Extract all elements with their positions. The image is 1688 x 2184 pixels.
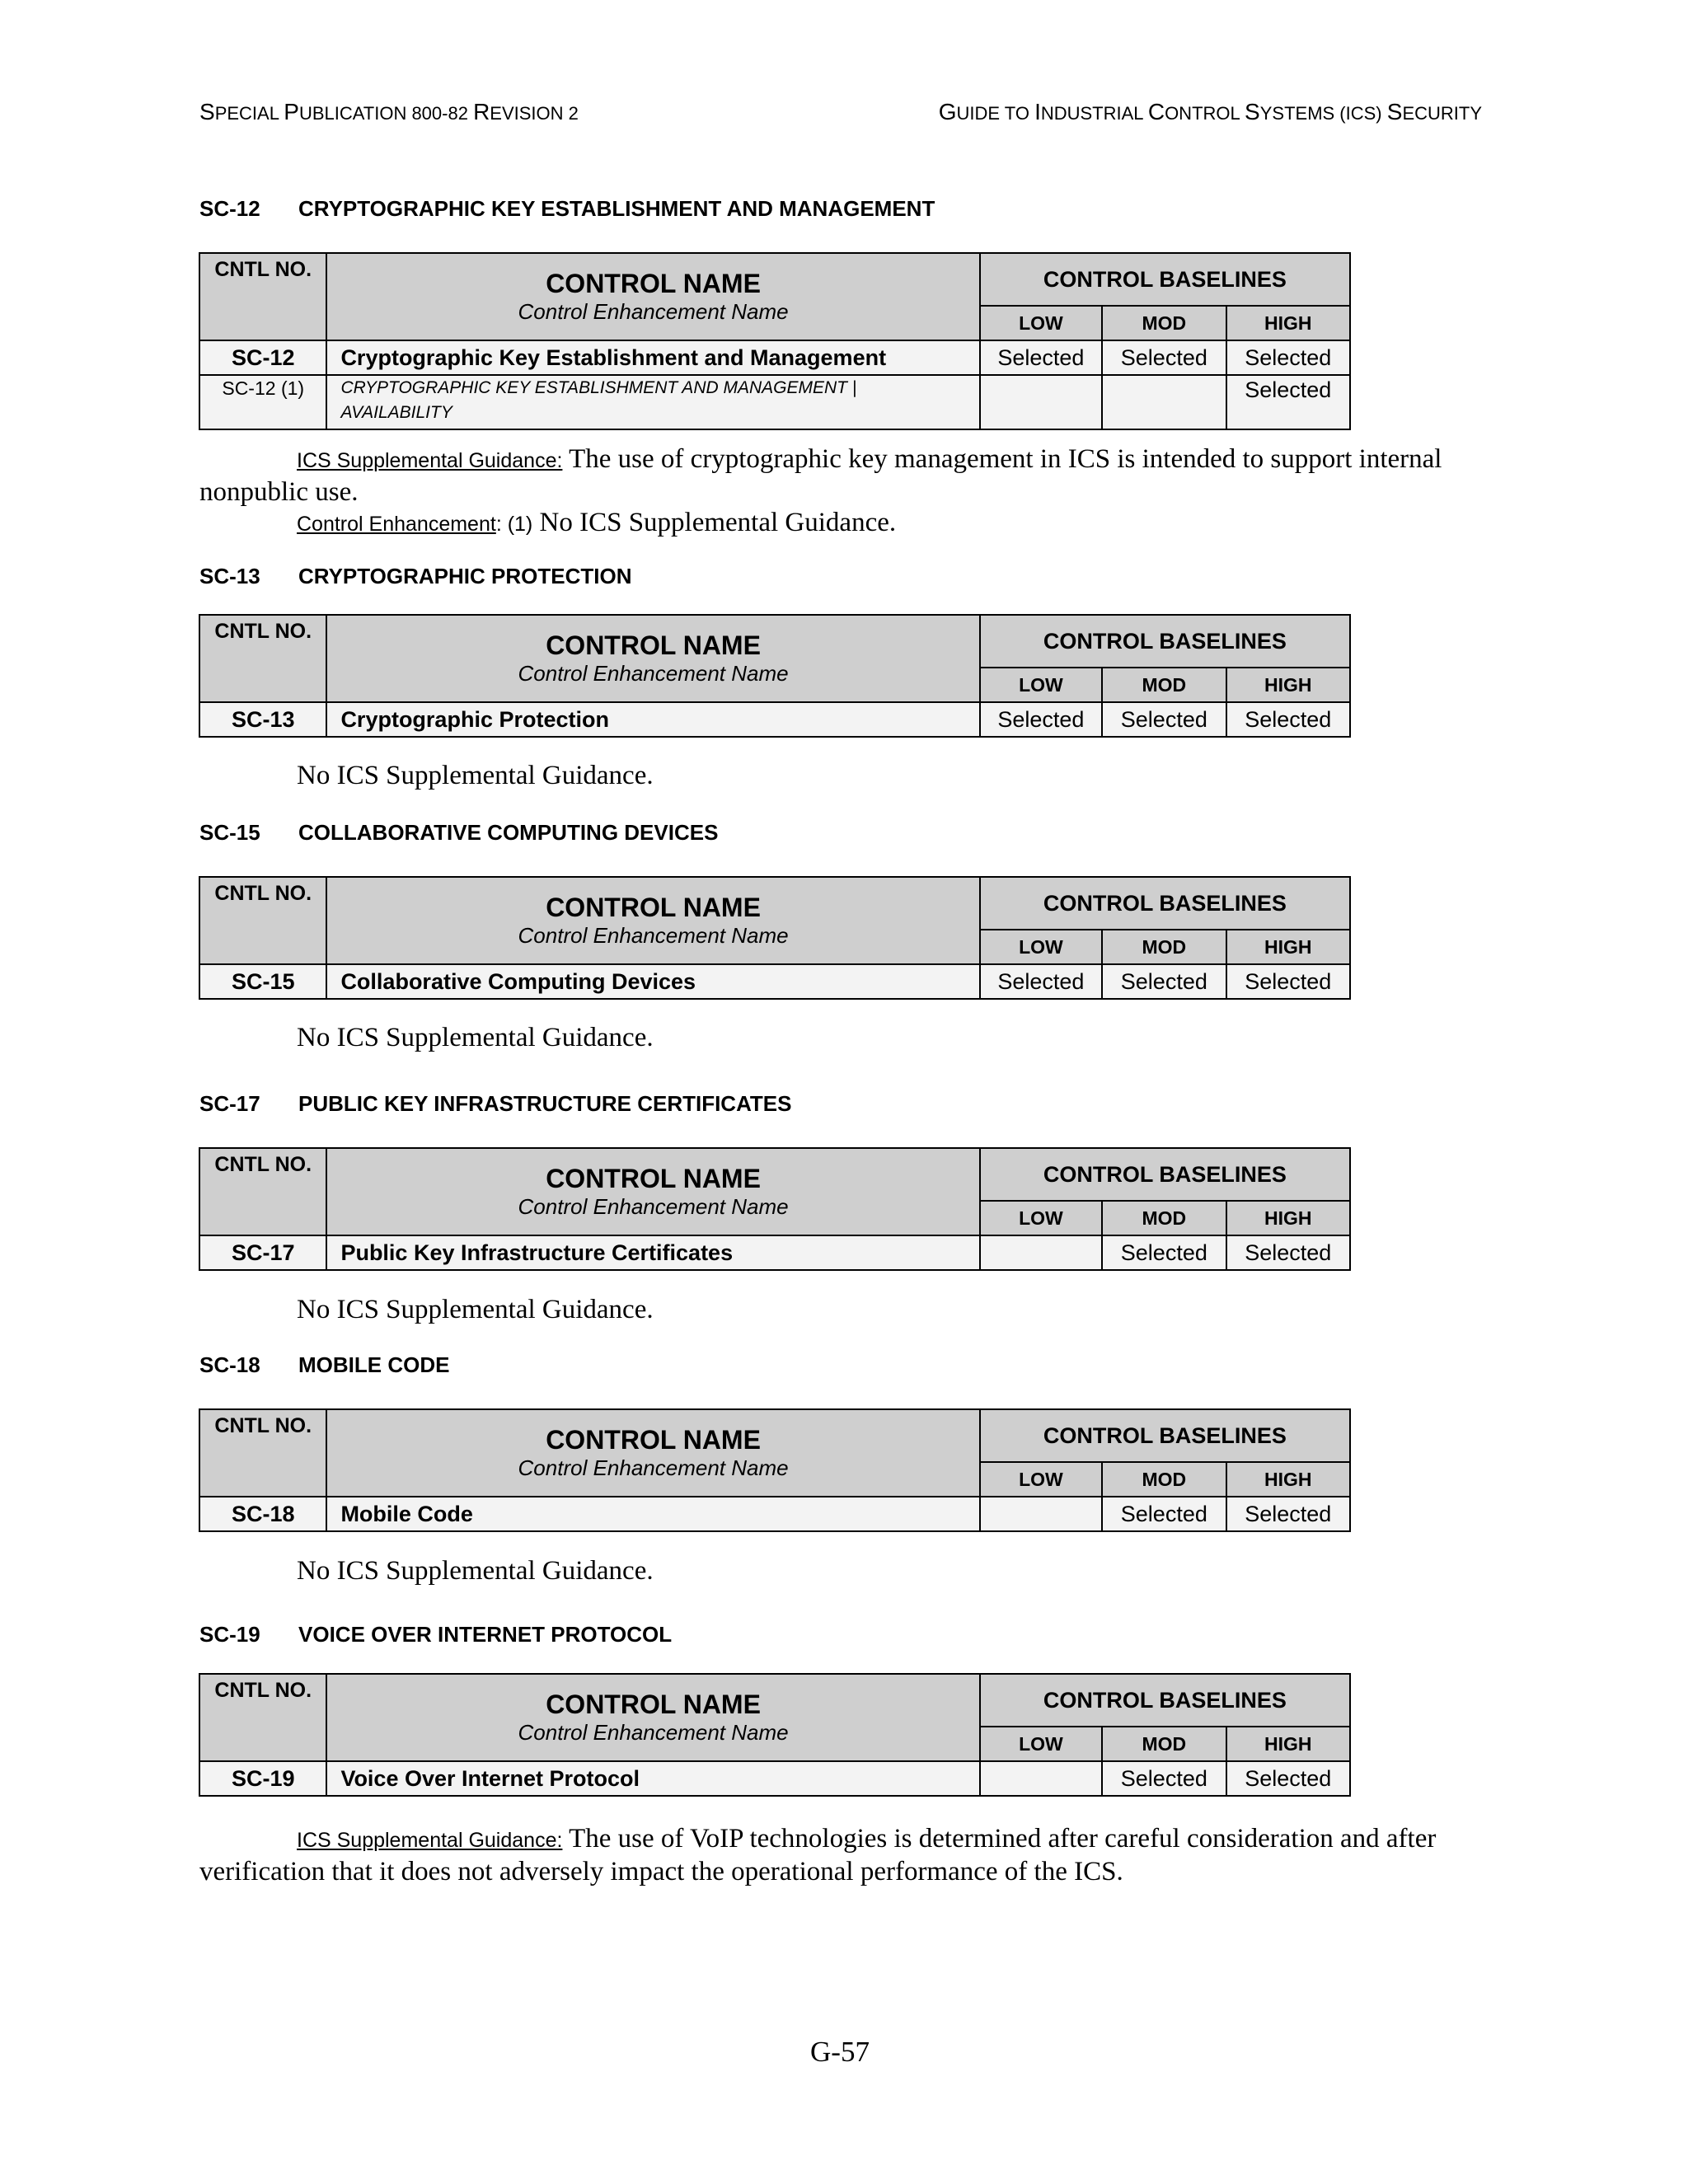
supplemental-guidance-sc-17: No ICS Supplemental Guidance. (297, 1295, 654, 1324)
cntl-no-header: CNTL NO. (199, 253, 326, 340)
mod-header: MOD (1102, 930, 1226, 964)
control-table-sc-15 (199, 876, 1351, 1000)
table-row (199, 1497, 1350, 1531)
baseline-high: Selected (1226, 964, 1350, 999)
section-heading-sc-19: SC-19 VOICE OVER INTERNET PROTOCOL (199, 1622, 673, 1647)
supplemental-guidance-sc-18: No ICS Supplemental Guidance. (297, 1556, 654, 1586)
high-header: HIGH (1226, 668, 1350, 702)
control-number: SC-15 (199, 964, 326, 999)
low-header: LOW (980, 1727, 1102, 1761)
control-table-sc-13 (199, 614, 1351, 738)
control-baselines-header: CONTROL BASELINES (980, 877, 1350, 930)
baseline-low (980, 1761, 1102, 1796)
baseline-mod: Selected (1102, 1235, 1226, 1270)
high-header: HIGH (1226, 1201, 1350, 1235)
low-header: LOW (980, 1201, 1102, 1235)
high-header: HIGH (1226, 1727, 1350, 1761)
control-name: Cryptographic Key Establishment and Management (326, 340, 979, 375)
control-baselines-header: CONTROL BASELINES (980, 615, 1350, 668)
control-baselines-header: CONTROL BASELINES (980, 253, 1350, 306)
baseline-mod: Selected (1102, 964, 1226, 999)
cntl-no-header: CNTL NO. (199, 877, 326, 964)
table-row (199, 702, 1350, 737)
baseline-mod: Selected (1102, 702, 1226, 737)
control-baselines-header: CONTROL BASELINES (980, 1674, 1350, 1727)
section-heading-sc-12: SC-12 CRYPTOGRAPHIC KEY ESTABLISHMENT AND MANAGEMENT (199, 196, 935, 221)
table-row (199, 340, 1350, 375)
control-number: SC-12 (199, 340, 326, 375)
baseline-low: Selected (980, 702, 1102, 737)
control-name: Public Key Infrastructure Certificates (326, 1235, 979, 1270)
control-name-header: CONTROL NAME Control Enhancement Name (326, 1674, 979, 1761)
low-header: LOW (980, 1462, 1102, 1497)
table-row (199, 1235, 1350, 1270)
baseline-low: Selected (980, 964, 1102, 999)
enhancement-row (199, 375, 1350, 429)
cntl-no-header: CNTL NO. (199, 1409, 326, 1497)
baseline-high: Selected (1226, 1497, 1350, 1531)
mod-header: MOD (1102, 306, 1226, 340)
control-name: Voice Over Internet Protocol (326, 1761, 979, 1796)
control-name-header: CONTROL NAME Control Enhancement Name (326, 1409, 979, 1497)
mod-header: MOD (1102, 1462, 1226, 1497)
section-heading-sc-15: SC-15 COLLABORATIVE COMPUTING DEVICES (199, 820, 719, 845)
control-name: Mobile Code (326, 1497, 979, 1531)
baseline-low (980, 1497, 1102, 1531)
control-table-sc-17 (199, 1147, 1351, 1271)
control-baselines-header: CONTROL BASELINES (980, 1409, 1350, 1462)
mod-header: MOD (1102, 1727, 1226, 1761)
control-name: Cryptographic Protection (326, 702, 979, 737)
baseline-low (980, 375, 1102, 429)
cntl-no-header: CNTL NO. (199, 1674, 326, 1761)
supplemental-guidance-sc-13: No ICS Supplemental Guidance. (297, 761, 654, 790)
baseline-low: Selected (980, 340, 1102, 375)
enhancement-name: CRYPTOGRAPHIC KEY ESTABLISHMENT AND MANAGEMENT | AVAILABILITY (326, 375, 979, 429)
baseline-mod: Selected (1102, 340, 1226, 375)
cntl-no-header: CNTL NO. (199, 1148, 326, 1235)
section-heading-sc-13: SC-13 CRYPTOGRAPHIC PROTECTION (199, 564, 632, 588)
low-header: LOW (980, 668, 1102, 702)
supplemental-guidance-sc-19: ICS Supplemental Guidance: The use of VoIP technologies is determined after careful consideration and after verification that it does not adversely impact the operational performance of the ICS. (199, 1824, 1437, 1886)
supplemental-guidance-sc-12: ICS Supplemental Guidance: The use of cryptographic key management in ICS is intended to support internal nonpublic use. (199, 444, 1442, 507)
low-header: LOW (980, 306, 1102, 340)
control-baselines-header: CONTROL BASELINES (980, 1148, 1350, 1201)
baseline-low (980, 1235, 1102, 1270)
low-header: LOW (980, 930, 1102, 964)
table-row (199, 1761, 1350, 1796)
control-number: SC-13 (199, 702, 326, 737)
baseline-high: Selected (1226, 375, 1350, 429)
control-name-header: CONTROL NAME Control Enhancement Name (326, 1148, 979, 1235)
control-table-sc-18 (199, 1408, 1351, 1532)
cntl-no-header: CNTL NO. (199, 615, 326, 702)
control-name-header: CONTROL NAME Control Enhancement Name (326, 877, 979, 964)
mod-header: MOD (1102, 1201, 1226, 1235)
running-header-left: SPECIAL PUBLICATION 800-82 REVISION 2 (199, 99, 579, 124)
high-header: HIGH (1226, 306, 1350, 340)
baseline-high: Selected (1226, 1761, 1350, 1796)
control-table-sc-19 (199, 1673, 1351, 1797)
high-header: HIGH (1226, 930, 1350, 964)
baseline-high: Selected (1226, 340, 1350, 375)
control-number: SC-18 (199, 1497, 326, 1531)
high-header: HIGH (1226, 1462, 1350, 1497)
control-number: SC-19 (199, 1761, 326, 1796)
baseline-mod: Selected (1102, 1761, 1226, 1796)
page-number: G-57 (810, 2036, 870, 2068)
section-heading-sc-17: SC-17 PUBLIC KEY INFRASTRUCTURE CERTIFICATES (199, 1091, 792, 1116)
control-name-header: CONTROL NAME Control Enhancement Name (326, 253, 979, 340)
supplemental-guidance-sc-15: No ICS Supplemental Guidance. (297, 1023, 654, 1052)
enhancement-number: SC-12 (1) (199, 375, 326, 429)
control-name: Collaborative Computing Devices (326, 964, 979, 999)
section-heading-sc-18: SC-18 MOBILE CODE (199, 1352, 450, 1377)
mod-header: MOD (1102, 668, 1226, 702)
running-header-right: GUIDE TO INDUSTRIAL CONTROL SYSTEMS (ICS) SECURITY (938, 99, 1482, 124)
baseline-high: Selected (1226, 1235, 1350, 1270)
baseline-high: Selected (1226, 702, 1350, 737)
control-table-sc-12 (199, 252, 1351, 430)
control-name-header: CONTROL NAME Control Enhancement Name (326, 615, 979, 702)
table-row (199, 964, 1350, 999)
baseline-mod (1102, 375, 1226, 429)
baseline-mod: Selected (1102, 1497, 1226, 1531)
control-enhancement-note-sc-12: Control Enhancement: (1) No ICS Supplemental Guidance. (297, 508, 897, 537)
control-number: SC-17 (199, 1235, 326, 1270)
